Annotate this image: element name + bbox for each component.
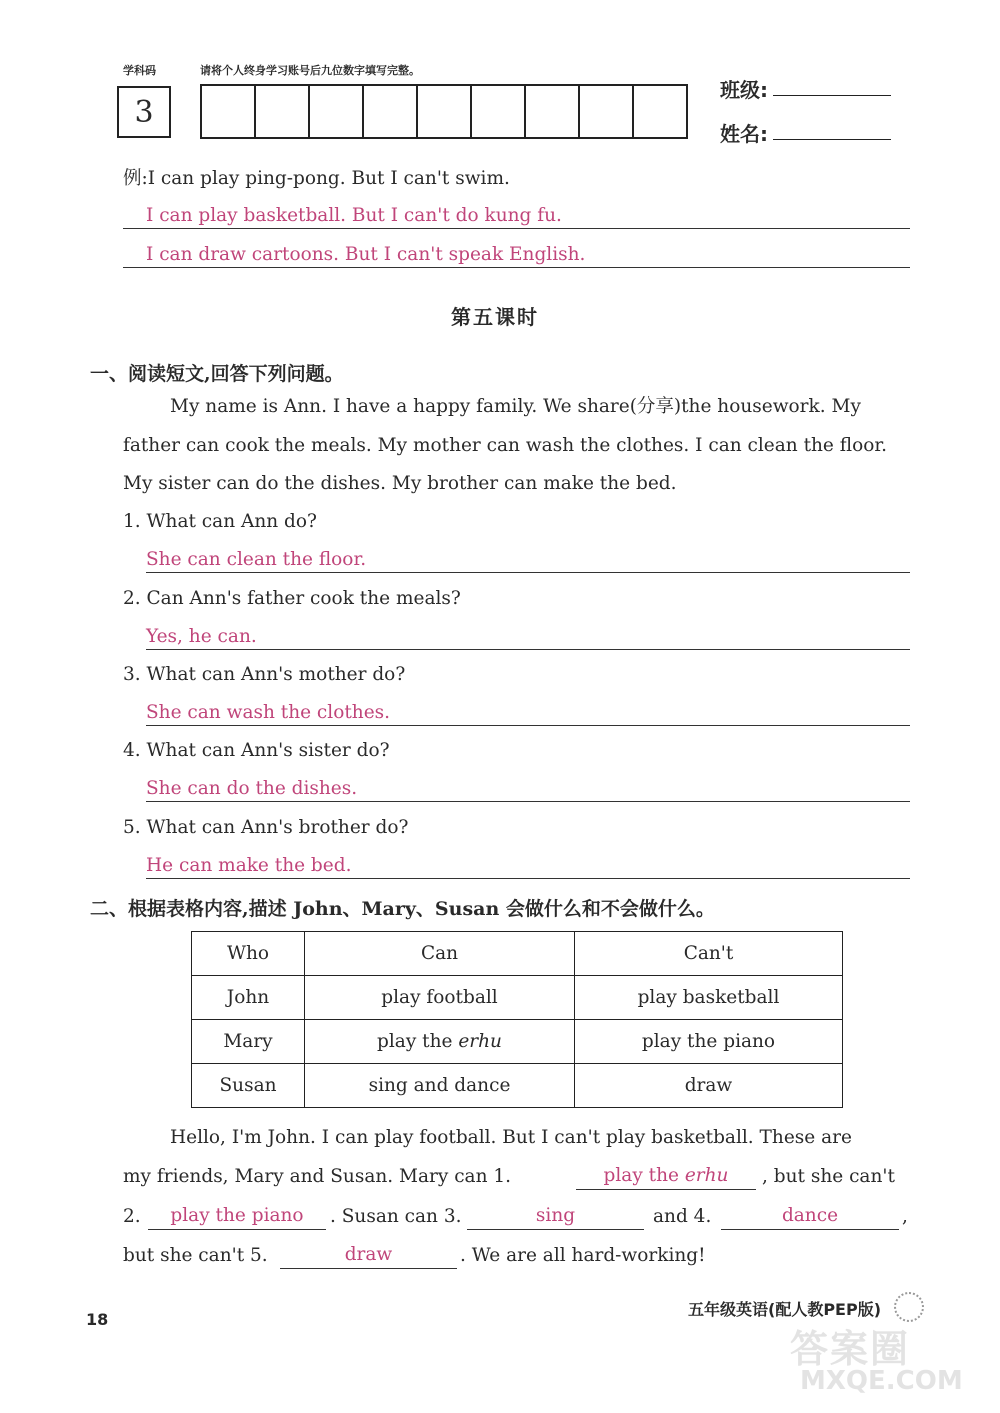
digit-cell[interactable] (526, 86, 580, 137)
paragraph-line-4b: . We are all hard-working! (460, 1245, 706, 1266)
passage-line-2: father can cook the meals. My mother can wash the clothes. I can clean the floor. (123, 435, 888, 456)
table-cell-can: play football (305, 976, 575, 1020)
paragraph-line-3b: . Susan can 3. (330, 1206, 462, 1227)
part1-heading: 一、阅读短文,回答下列问题。 (90, 363, 344, 385)
name-field[interactable] (773, 139, 891, 140)
blank-1-italic: erhu (684, 1165, 729, 1186)
watermark-logo: 答案圈 (790, 1327, 911, 1371)
table-header-can: Can (305, 932, 575, 976)
can-italic-text: erhu (458, 1031, 502, 1052)
question-2: 2. Can Ann's father cook the meals? (123, 588, 461, 609)
paragraph-line-2b: , but she can't (762, 1166, 895, 1187)
answer-5: He can make the bed. (146, 855, 352, 876)
table-cell-can: sing and dance (305, 1064, 575, 1108)
paragraph-line-3d: , (902, 1206, 908, 1227)
answer-3: She can wash the clothes. (146, 702, 391, 723)
digit-cell[interactable] (364, 86, 418, 137)
table-cell-can (305, 1020, 575, 1064)
account-instruction: 请将个人终身学习账号后九位数字填写完整。 (200, 64, 420, 77)
paragraph-line-3a: 2. (123, 1206, 141, 1227)
digit-cell[interactable] (310, 86, 364, 137)
digit-cell[interactable] (418, 86, 472, 137)
example-answer-1: I can play basketball. But I can't do kung fu. (146, 205, 562, 226)
question-1: 1. What can Ann do? (123, 511, 317, 532)
subject-code-box: 3 (117, 86, 171, 138)
digit-cell[interactable] (580, 86, 634, 137)
passage-line-1: My name is Ann. I have a happy family. We share(分享)the housework. My (170, 396, 861, 417)
digit-cell[interactable] (202, 86, 256, 137)
digit-cell[interactable] (472, 86, 526, 137)
account-digit-boxes (200, 84, 688, 139)
example-answer-2: I can draw cartoons. But I can't speak English. (146, 244, 586, 265)
blank-2[interactable]: play the piano (148, 1207, 326, 1230)
answer-line (146, 878, 910, 879)
table-cell-who: Mary (192, 1020, 305, 1064)
answer-1: She can clean the floor. (146, 549, 367, 570)
digit-cell[interactable] (256, 86, 310, 137)
answer-2: Yes, he can. (146, 626, 257, 647)
blank-1-text: play the (603, 1165, 679, 1186)
table-header-cant: Can't (575, 932, 843, 976)
subject-code-label: 学科码 (123, 64, 156, 77)
table-header-who: Who (192, 932, 305, 976)
blank-1[interactable] (576, 1167, 756, 1190)
part2-heading: 二、根据表格内容,描述 John、Mary、Susan 会做什么和不会做什么。 (90, 898, 715, 920)
question-4: 4. What can Ann's sister do? (123, 740, 390, 761)
table-cell-who: John (192, 976, 305, 1020)
blank-4[interactable]: dance (721, 1207, 899, 1230)
table-cell-who: Susan (192, 1064, 305, 1108)
watermark-url: MXQE.COM (800, 1366, 963, 1396)
passage-line-3: My sister can do the dishes. My brother can make the bed. (123, 473, 677, 494)
can-text: play the (377, 1031, 453, 1052)
book-title: 五年级英语(配人教PEP版) (688, 1300, 882, 1319)
table-cell-cant: play basketball (575, 976, 843, 1020)
digit-cell[interactable] (634, 86, 686, 137)
class-label: 班级: (720, 78, 768, 102)
class-field[interactable] (773, 95, 891, 96)
paragraph-line-3c: and 4. (653, 1206, 712, 1227)
table-row (192, 976, 843, 1020)
blank-3[interactable]: sing (467, 1207, 644, 1230)
answer-line (146, 572, 910, 573)
example-prompt: 例:I can play ping-pong. But I can't swim. (123, 168, 510, 189)
blank-5[interactable]: draw (280, 1246, 457, 1269)
question-3: 3. What can Ann's mother do? (123, 664, 406, 685)
answer-line (146, 725, 910, 726)
table-cell-cant: play the piano (575, 1020, 843, 1064)
table-row (192, 1020, 843, 1064)
table-cell-cant: draw (575, 1064, 843, 1108)
paragraph-line-2a: my friends, Mary and Susan. Mary can 1. (123, 1166, 512, 1187)
answer-line (146, 801, 910, 802)
answer-line (123, 228, 910, 229)
name-label: 姓名: (720, 122, 768, 146)
paragraph-line-1: Hello, I'm John. I can play football. But I can't play basketball. These are (170, 1127, 852, 1148)
question-5: 5. What can Ann's brother do? (123, 817, 409, 838)
paragraph-line-4a: but she can't 5. (123, 1245, 268, 1266)
answer-4: She can do the dishes. (146, 778, 358, 799)
ability-table (191, 931, 843, 1108)
lesson-title: 第五课时 (451, 305, 539, 329)
answer-line (146, 649, 910, 650)
answer-line (123, 267, 910, 268)
page-number: 18 (86, 1310, 109, 1329)
table-row (192, 1064, 843, 1108)
